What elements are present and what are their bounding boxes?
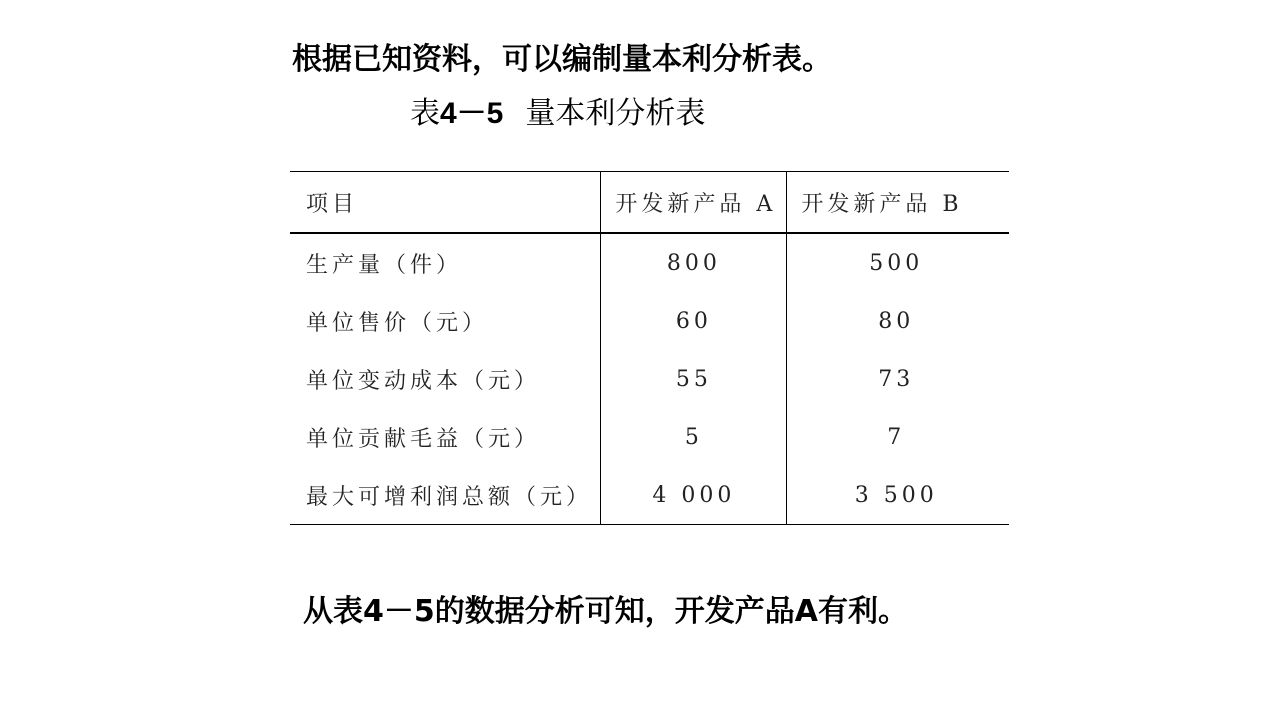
row-label: 单位售价（元）: [306, 310, 489, 336]
row-value-a: 5: [601, 408, 787, 466]
header-product-a: 开发新产品 A: [601, 172, 787, 234]
table-row: [290, 233, 1009, 292]
row-value-b: 73: [787, 350, 1009, 408]
row-value-b: 80: [787, 292, 1009, 350]
table-header-row: [290, 172, 1009, 234]
row-value-a: 4 000: [601, 466, 787, 525]
row-label: 生产量（件）: [306, 252, 463, 278]
table-row: [290, 466, 1009, 525]
row-label: 最大可增利润总额（元）: [306, 484, 593, 510]
header-item: 项目: [306, 191, 359, 217]
table-row: [290, 408, 1009, 466]
row-value-a: 60: [601, 292, 787, 350]
row-value-b: 500: [787, 233, 1009, 292]
caption-number: 4－5: [440, 97, 504, 130]
table-row: [290, 292, 1009, 350]
intro-text: 根据已知资料，可以编制量本利分析表。: [292, 42, 832, 77]
caption-prefix: 表: [410, 96, 440, 131]
caption-title: 量本利分析表: [525, 96, 706, 131]
row-value-a: 55: [601, 350, 787, 408]
row-value-b: 3 500: [787, 466, 1009, 525]
table-caption: [410, 92, 705, 136]
row-label: 单位贡献毛益（元）: [306, 426, 541, 452]
table-row: [290, 350, 1009, 408]
row-label: 单位变动成本（元）: [306, 368, 541, 394]
conclusion-text: 从表4－5的数据分析可知，开发产品A有利。: [303, 594, 908, 629]
cvp-analysis-table: [290, 171, 1009, 525]
header-product-b: 开发新产品 B: [787, 172, 1009, 234]
row-value-b: 7: [787, 408, 1009, 466]
row-value-a: 800: [601, 233, 787, 292]
